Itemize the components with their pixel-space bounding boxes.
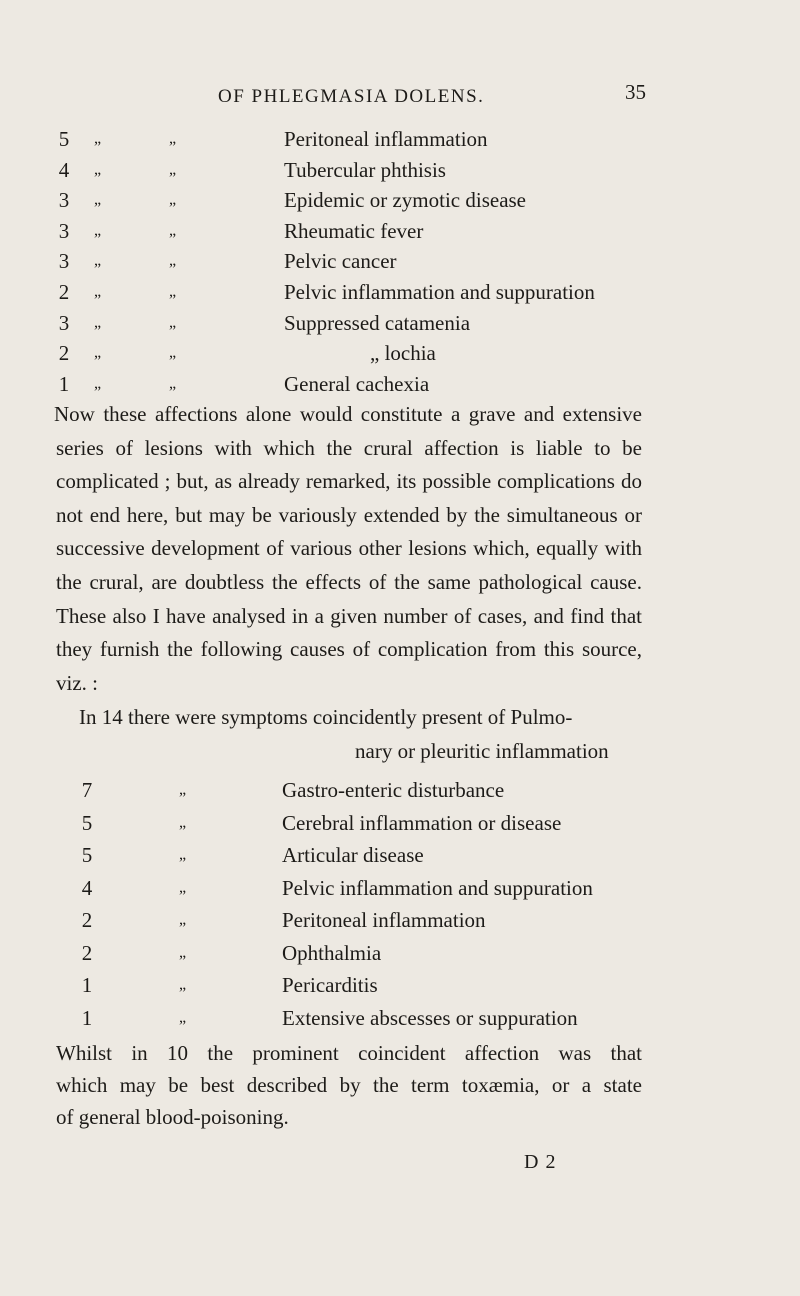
ditto-mark: „ bbox=[179, 911, 187, 928]
ditto-mark: „ bbox=[94, 374, 102, 392]
condition-label: Tubercular phthisis bbox=[284, 157, 446, 182]
ditto-mark: „ bbox=[94, 282, 102, 300]
case-count: 7 bbox=[81, 778, 93, 802]
ditto-mark: „ bbox=[169, 252, 177, 270]
case-count: 1 bbox=[58, 371, 70, 396]
running-title: OF PHLEGMASIA DOLENS. bbox=[218, 86, 485, 107]
closing-line: Whilst in 10 the prominent coincident affection was that bbox=[56, 1041, 642, 1065]
closing-line: of general blood-poisoning. bbox=[56, 1105, 289, 1129]
ditto-mark: „ bbox=[169, 160, 177, 178]
lead-continuation: nary or pleuritic inflammation bbox=[355, 739, 609, 763]
case-count: 3 bbox=[58, 249, 70, 274]
case-count: 1 bbox=[81, 1005, 93, 1030]
ditto-mark: „ bbox=[94, 252, 102, 270]
ditto-mark: „ bbox=[94, 191, 102, 209]
condition-label: Suppressed catamenia bbox=[284, 310, 471, 335]
case-count: 2 bbox=[58, 341, 70, 366]
condition-label: Peritoneal inflammation bbox=[284, 127, 488, 151]
ditto-mark: „ bbox=[179, 1008, 187, 1026]
page-number: 35 bbox=[625, 80, 646, 104]
ditto-mark: „ bbox=[169, 282, 177, 300]
signature-mark: D 2 bbox=[524, 1151, 557, 1173]
case-count: 4 bbox=[81, 875, 93, 900]
case-count: 2 bbox=[58, 279, 70, 304]
case-count: 3 bbox=[58, 218, 70, 243]
condition-label: Gastro-enteric disturbance bbox=[282, 778, 505, 802]
condition-label: Rheumatic fever bbox=[284, 218, 424, 243]
ditto-mark: „ bbox=[169, 344, 177, 362]
ditto-mark: „ bbox=[179, 976, 187, 993]
body-paragraph: Now these affections alone would constitute a grave and extensive series of lesions with which the crural affection is liable to be complicated ; but, as already remarked, its possible complications do not end here, but may be variously extended by the simultaneous or successive development of various other lesions which, equally with the crural, are doubtless the effects of the same pathological cause. These also I have analysed in a given number of cases, and find that they furnish the following causes of complication from this source, viz. : bbox=[54, 402, 642, 695]
ditto-mark: „ bbox=[94, 221, 102, 239]
case-count: 2 bbox=[81, 940, 93, 965]
condition-label: General cachexia bbox=[284, 371, 430, 396]
ditto-mark: „ bbox=[179, 813, 187, 831]
condition-label: Pericarditis bbox=[282, 973, 378, 997]
condition-label: Pelvic cancer bbox=[284, 249, 397, 274]
ditto-mark: „ bbox=[94, 344, 102, 362]
condition-label: Pelvic inflammation and suppuration bbox=[282, 875, 593, 900]
condition-label: Cerebral inflammation or disease bbox=[282, 810, 562, 835]
running-head bbox=[0, 80, 800, 114]
ditto-mark: „ bbox=[169, 130, 177, 147]
ditto-mark: „ bbox=[169, 191, 177, 209]
ditto-mark: „ bbox=[94, 130, 102, 147]
ditto-mark: „ bbox=[94, 313, 102, 331]
case-count: 5 bbox=[58, 127, 70, 151]
case-count: 3 bbox=[58, 310, 70, 335]
case-count: 5 bbox=[81, 843, 93, 867]
ditto-mark: „ bbox=[179, 943, 187, 961]
closing-paragraph bbox=[56, 1037, 642, 1133]
ditto-mark: „ bbox=[179, 846, 187, 863]
ditto-mark: „ bbox=[179, 878, 187, 896]
case-count: 3 bbox=[58, 188, 70, 213]
condition-label: Articular disease bbox=[282, 843, 424, 867]
case-count: 4 bbox=[58, 157, 70, 182]
ditto-mark: „ bbox=[169, 313, 177, 331]
ditto-mark: „ bbox=[94, 160, 102, 178]
case-count: 5 bbox=[81, 810, 93, 835]
ditto-mark: „ bbox=[179, 781, 187, 798]
condition-label: Epidemic or zymotic disease bbox=[284, 188, 527, 213]
condition-label: „ lochia bbox=[370, 341, 436, 366]
condition-label: Ophthalmia bbox=[282, 940, 382, 965]
case-count: 2 bbox=[81, 908, 93, 932]
lead-line: In 14 there were symptoms coincidently present of Pulmo- bbox=[79, 705, 573, 729]
condition-label: Extensive abscesses or suppuration bbox=[282, 1005, 578, 1030]
ditto-mark: „ bbox=[169, 221, 177, 239]
condition-label: Pelvic inflammation and suppuration bbox=[284, 279, 595, 304]
condition-label: Peritoneal inflammation bbox=[282, 908, 486, 932]
case-count: 1 bbox=[81, 973, 93, 997]
ditto-mark: „ bbox=[169, 374, 177, 392]
closing-line: which may be best described by the term toxæmia, or a state bbox=[56, 1073, 642, 1097]
